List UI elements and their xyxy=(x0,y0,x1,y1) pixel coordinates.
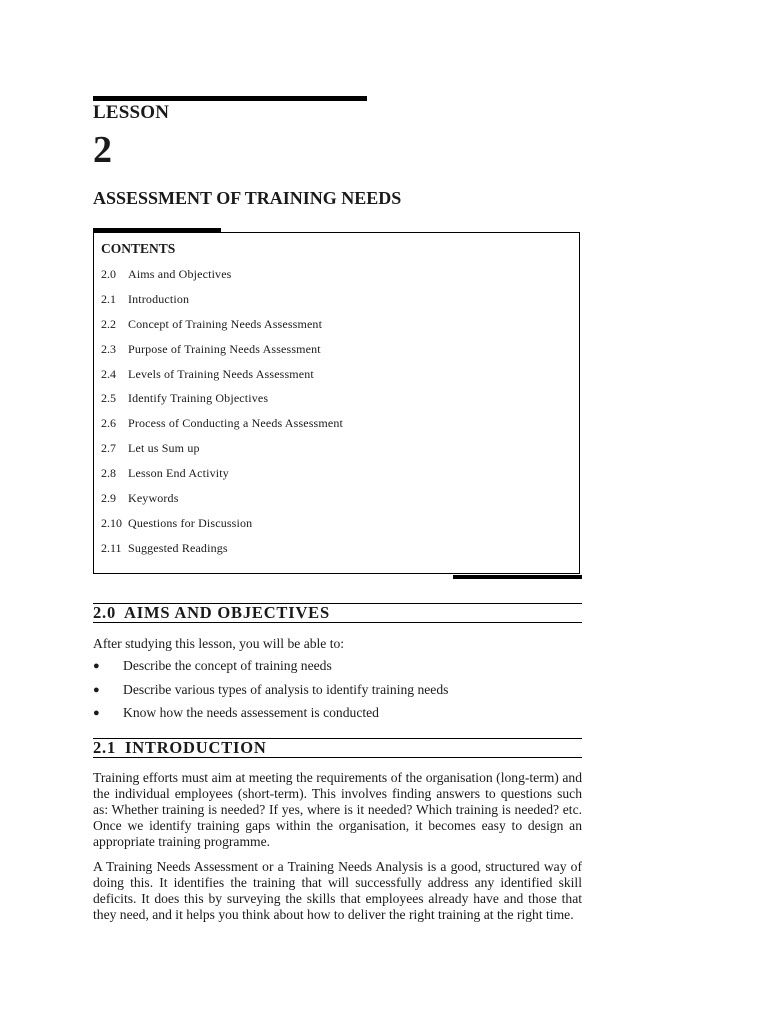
section-heading-aims xyxy=(93,603,582,623)
toc-item-text: Let us Sum up xyxy=(128,441,200,456)
toc-item xyxy=(101,316,571,341)
toc-item-number: 2.8 xyxy=(101,466,116,481)
toc-item-text: Questions for Discussion xyxy=(128,515,253,530)
toc-item-text: Purpose of Training Needs Assessment xyxy=(128,341,321,356)
aims-bullet-list xyxy=(93,658,582,729)
toc-item-text: Identify Training Objectives xyxy=(128,391,269,406)
toc-item-number: 2.0 xyxy=(101,267,116,281)
contents-list xyxy=(101,266,571,565)
lesson-title: ASSESSMENT OF TRAINING NEEDS xyxy=(93,188,402,208)
toc-item-number: 2.6 xyxy=(101,416,116,431)
toc-item-number: 2.4 xyxy=(101,366,116,381)
toc-item-number: 2.2 xyxy=(101,316,116,331)
toc-item-number: 2.11 xyxy=(101,540,122,555)
section-title: INTRODUCTION xyxy=(124,738,267,757)
section-number: 2.1 xyxy=(93,738,117,757)
toc-item xyxy=(101,540,571,565)
bullet-icon: ● xyxy=(93,660,100,672)
contents-box xyxy=(93,232,580,574)
toc-item-text: Process of Conducting a Needs Assessment xyxy=(128,416,343,431)
toc-item xyxy=(101,366,571,391)
bullet-item xyxy=(93,658,582,682)
bullet-icon: ● xyxy=(93,683,100,696)
bullet-item xyxy=(93,705,582,729)
bullet-icon: ● xyxy=(93,707,100,719)
introduction-paragraph: A Training Needs Assessment or a Training Needs Analysis is a good, structured way of doing this. It identifies the training that will successfully address any identified skill deficits. It does this by surveying the skills that employees already have and those that they need, and it helps you think about how to deliver the right training at the right time. xyxy=(93,859,582,922)
toc-item-text: Aims and Objectives xyxy=(128,267,232,281)
section-title: AIMS AND OBJECTIVES xyxy=(124,603,330,622)
toc-item-text: Lesson End Activity xyxy=(128,466,229,481)
toc-item xyxy=(101,341,571,366)
toc-item-text: Introduction xyxy=(128,291,190,306)
toc-item-number: 2.1 xyxy=(101,291,116,306)
toc-item-text: Levels of Training Needs Assessment xyxy=(128,366,314,381)
toc-item-text: Concept of Training Needs Assessment xyxy=(128,316,323,331)
toc-item xyxy=(101,266,571,291)
toc-item-text: Keywords xyxy=(128,491,179,506)
introduction-paragraph: Training efforts must aim at meeting the requirements of the organisation (long-term) and the individual employees (short-term). This involves finding answers to questions such as: Whether training is needed? If yes, where is it needed? Which training is needed? etc. Once we identify training gaps within the organisation, it becomes easy to design an appropriate training programme. xyxy=(93,770,582,849)
toc-item xyxy=(101,415,571,440)
toc-item xyxy=(101,291,571,316)
toc-item xyxy=(101,490,571,515)
toc-item-number: 2.7 xyxy=(101,441,116,456)
toc-item xyxy=(101,440,571,465)
top-rule xyxy=(93,96,367,101)
bullet-text: Describe the concept of training needs xyxy=(123,658,332,673)
toc-item xyxy=(101,465,571,490)
toc-item-text: Suggested Readings xyxy=(128,540,228,555)
toc-item-number: 2.5 xyxy=(101,391,116,406)
section-number: 2.0 xyxy=(93,603,117,622)
toc-item-number: 2.9 xyxy=(101,491,116,506)
toc-item-number: 2.3 xyxy=(101,341,116,356)
aims-intro: After studying this lesson, you will be able to: xyxy=(93,636,345,651)
bullet-text: Know how the needs assessement is conducted xyxy=(123,705,379,720)
lesson-label: LESSON xyxy=(93,102,170,123)
toc-item xyxy=(101,515,571,540)
contents-heading: CONTENTS xyxy=(101,241,176,256)
contents-box-bottom-rule xyxy=(453,575,582,579)
bullet-text: Describe various types of analysis to identify training needs xyxy=(123,681,449,697)
lesson-number: 2 xyxy=(93,129,112,171)
bullet-item xyxy=(93,682,582,706)
section-heading-introduction xyxy=(93,738,582,758)
toc-item-number: 2.10 xyxy=(101,515,122,530)
toc-item xyxy=(101,390,571,415)
